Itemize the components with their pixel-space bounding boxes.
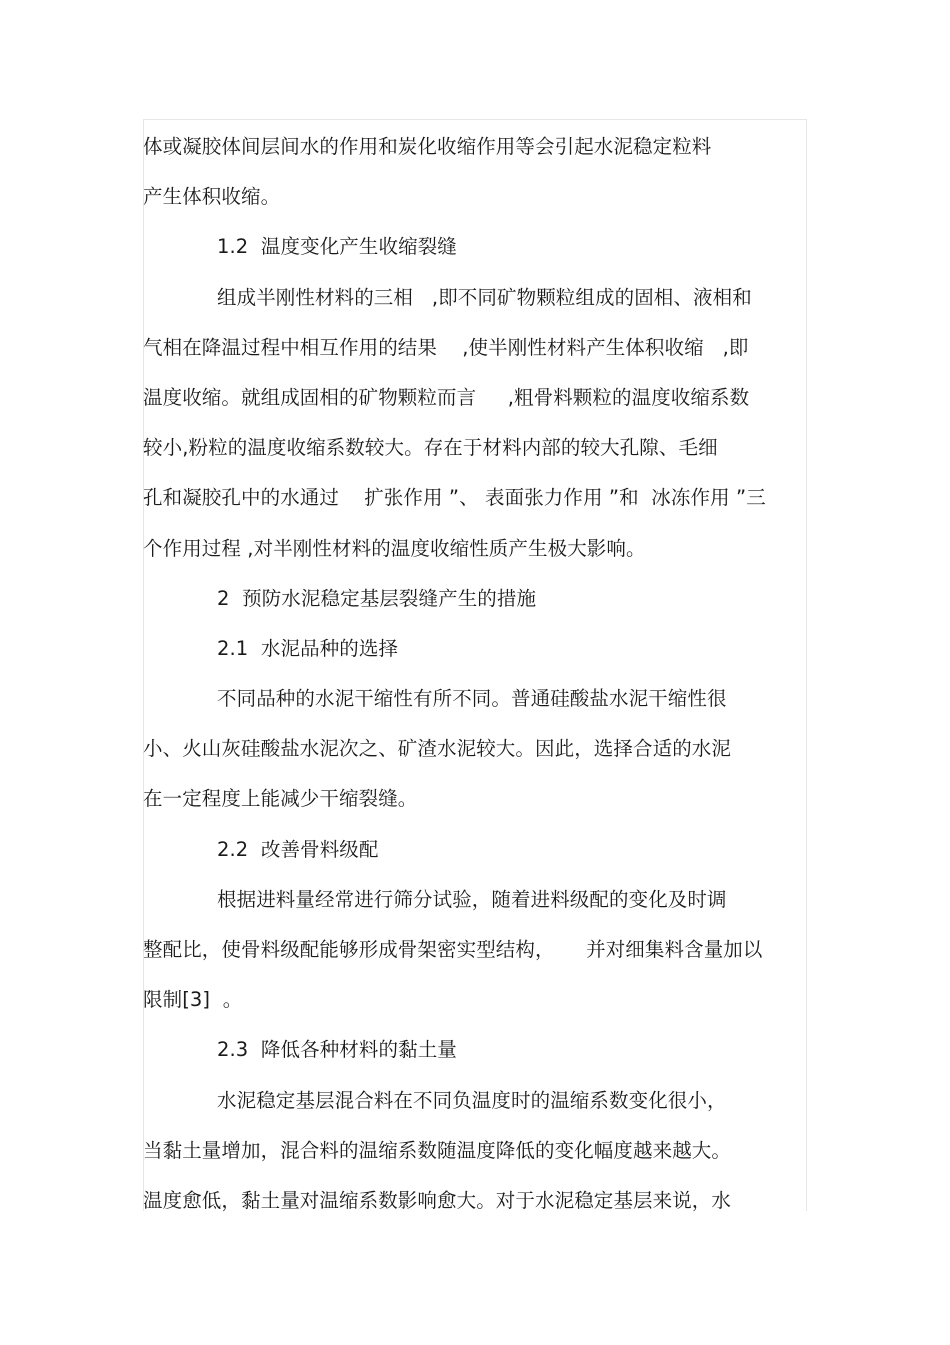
text-line-17: 整配比，使骨料级配能够形成骨架密实型结构， 并对细集料含量加以: [143, 938, 763, 961]
section-heading-2-1: 2.1 水泥品种的选择: [217, 636, 399, 660]
text-line-18: 限制[3] 。: [143, 988, 243, 1012]
text-line-6: 温度收缩。就组成固相的矿物颗粒而言 ,粗骨料颗粒的温度收缩系数: [143, 385, 750, 409]
text-line-8: 孔和凝胶孔中的水通过 扩张作用 ”、 表面张力作用 ”和 冰冻作用 ”三: [143, 486, 766, 510]
paragraph-start: 不同品种的水泥干缩性有所不同。普通硅酸盐水泥干缩性很: [217, 687, 727, 711]
text-line-7: 较小,粉粒的温度收缩系数较大。存在于材料内部的较大孔隙、毛细: [143, 436, 718, 460]
text-line-5: 气相在降温过程中相互作用的结果 ,使半刚性材料产生体积收缩 ,即: [143, 335, 749, 359]
paragraph-start: 根据进料量经常进行筛分试验，随着进料级配的变化及时调: [217, 887, 727, 911]
text-line-1: 体或凝胶体间层间水的作用和炭化收缩作用等会引起水泥稳定粒料: [143, 135, 712, 158]
text-line-22: 温度愈低，黏土量对温缩系数影响愈大。对于水泥稳定基层来说，水: [143, 1188, 732, 1212]
document-body: [143, 122, 807, 1226]
section-heading-2: 2 预防水泥稳定基层裂缝产生的措施: [217, 586, 537, 610]
section-heading-2-3: 2.3 降低各种材料的黏土量: [217, 1038, 457, 1062]
text-line-14: 在一定程度上能减少干缩裂缝。: [143, 787, 418, 811]
paragraph-start: 水泥稳定基层混合料在不同负温度时的温缩系数变化很小，: [217, 1088, 727, 1112]
text-line-13: 小、火山灰硅酸盐水泥次之、矿渣水泥较大。因此，选择合适的水泥: [143, 737, 732, 761]
paragraph-start: 组成半刚性材料的三相 ,即不同矿物颗粒组成的固相、液相和: [217, 285, 752, 309]
text-line-21: 当黏土量增加，混合料的温缩系数随温度降低的变化幅度越来越大。: [143, 1138, 732, 1162]
section-heading-2-2: 2.2 改善骨料级配: [217, 837, 379, 861]
text-line-2: 产生体积收缩。: [143, 185, 281, 209]
text-line-9: 个作用过程 ,对半刚性材料的温度收缩性质产生极大影响。: [143, 536, 646, 560]
section-heading-1-2: 1.2 温度变化产生收缩裂缝: [217, 235, 457, 259]
